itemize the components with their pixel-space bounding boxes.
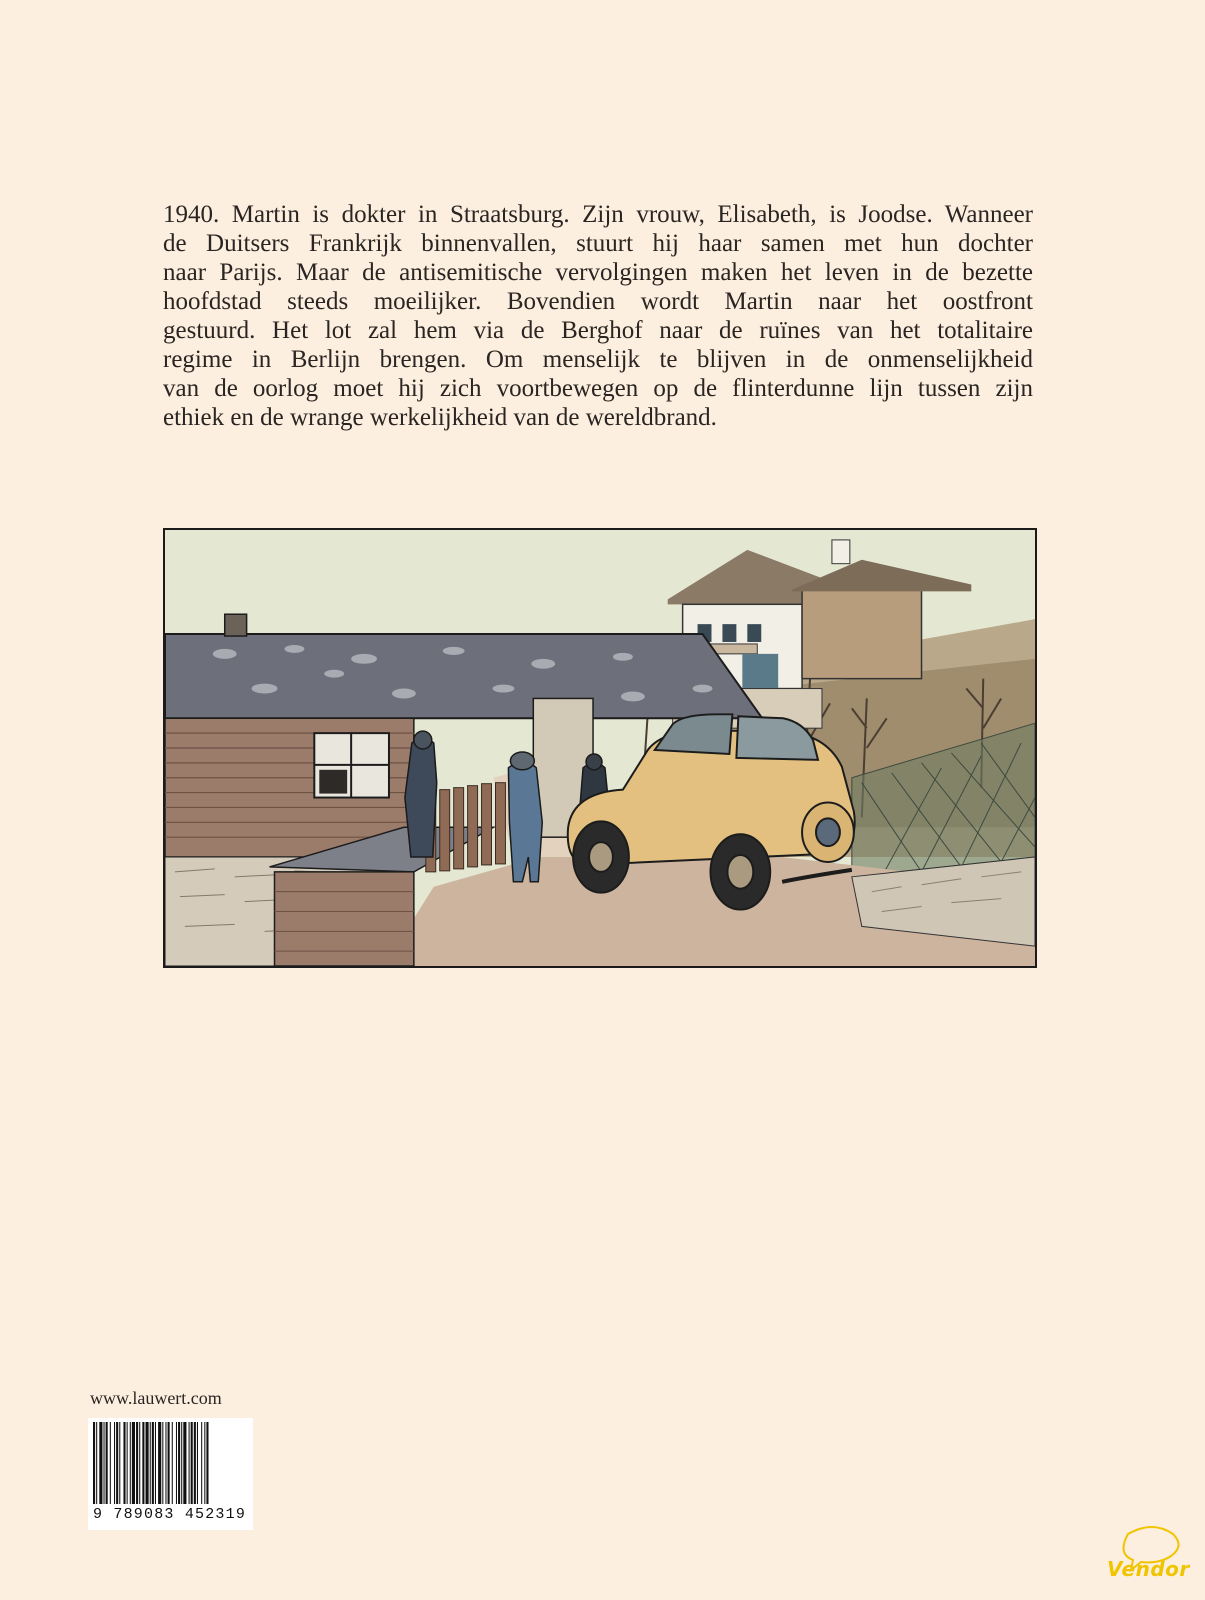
barcode-bar (152, 1422, 154, 1504)
publisher-website: www.lauwert.com (90, 1388, 222, 1408)
comic-panel-illustration (163, 528, 1037, 968)
barcode-bar (191, 1422, 193, 1504)
blurb-line: regime in Berlijn brengen. Om menselijk te blijven in de onmenselijkheid (163, 346, 1033, 373)
barcode-bar (172, 1422, 173, 1504)
vendor-watermark-text: Vendor (1107, 1557, 1190, 1581)
barcode-bar (93, 1422, 95, 1504)
barcode-bar (206, 1422, 208, 1504)
blurb-line: van de oorlog moet hij zich voortbewegen op de flinterdunne lijn tussen zijn (163, 375, 1033, 402)
barcode-bar (168, 1422, 170, 1504)
barcode-bar (201, 1422, 202, 1504)
barcode-bars (92, 1422, 249, 1504)
barcode-digits: 9 789083 452319 (93, 1506, 247, 1523)
barcode-bar (106, 1422, 108, 1504)
barcode-bar (104, 1422, 105, 1504)
barcode-bar (139, 1422, 140, 1504)
barcode-bar (162, 1422, 163, 1504)
barcode-bar (183, 1422, 186, 1504)
barcode-bar (132, 1422, 135, 1504)
barcode-bar (197, 1422, 198, 1504)
barcode-bar (127, 1422, 128, 1504)
barcode-bar (96, 1422, 97, 1504)
barcode-bar (119, 1422, 120, 1504)
barcode-bar (204, 1422, 205, 1504)
blurb-line: ethiek en de wrange werkelijkheid van de wereldbrand. (163, 404, 717, 431)
barcode-bar (181, 1422, 182, 1504)
barcode-bar (136, 1422, 138, 1504)
barcode-bar (142, 1422, 144, 1504)
barcode-bar (99, 1422, 102, 1504)
blurb-line: de Duitsers Frankrijk binnenvallen, stuurt hij haar samen met hun dochter (163, 230, 1033, 257)
isbn-barcode (88, 1418, 253, 1530)
barcode-bar (130, 1422, 131, 1504)
barcode-bar (146, 1422, 149, 1504)
barcode-bar (178, 1422, 180, 1504)
barcode-bar (176, 1422, 177, 1504)
barcode-bar (116, 1422, 118, 1504)
barcode-bar (110, 1422, 111, 1504)
blurb-line: gestuurd. Het lot zal hem via de Berghof naar de ruïnes van het totalitaire (163, 317, 1033, 344)
barcode-bar (189, 1422, 190, 1504)
barcode-bar (194, 1422, 196, 1504)
barcode-bar (123, 1422, 125, 1504)
barcode-bar (114, 1422, 115, 1504)
blurb-line: 1940. Martin is dokter in Straatsburg. Zijn vrouw, Elisabeth, is Joodse. Wanneer (163, 201, 1033, 228)
barcode-bar (165, 1422, 166, 1504)
comic-panel-art (165, 530, 1035, 966)
blurb-line: naar Parijs. Maar de antisemitische vervolgingen maken het leven in de bezette (163, 259, 1033, 286)
back-cover-blurb (163, 200, 1033, 432)
blurb-line: hoofdstad steeds moeilijker. Bovendien wordt Martin naar het oostfront (163, 288, 1033, 315)
barcode-bar (155, 1422, 156, 1504)
barcode-bar (150, 1422, 151, 1504)
barcode-bar (158, 1422, 161, 1504)
